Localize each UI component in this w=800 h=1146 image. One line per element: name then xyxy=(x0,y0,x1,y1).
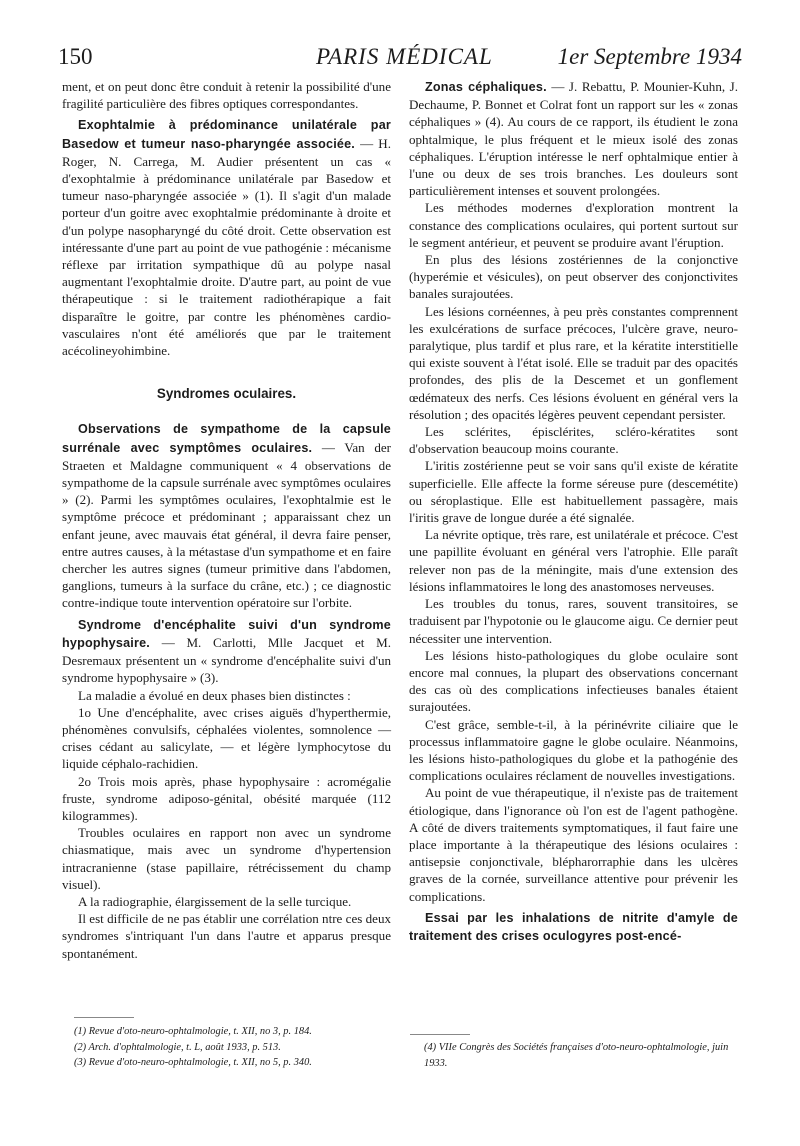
paragraph: Les troubles du tonus, rares, souvent transitoires, se traduisent par l'hypotonie ou le glaucome aigu. Ce dernier peut nécessiter une intervention. xyxy=(409,596,738,646)
footnotes-left xyxy=(74,1024,394,1071)
footnote: (4) VIIe Congrès des Sociétés françaises d'oto-neuro-ophtalmologie, juin 1933. xyxy=(424,1042,729,1069)
paragraph: — M. Carlotti, Mlle Jacquet et M. Desremaux présentent un « syndrome d'encéphalite suivi d'un syndrome hypophysaire » (3). xyxy=(62,634,391,686)
footnote-separator xyxy=(410,1034,470,1035)
paragraph: Au point de vue thérapeutique, il n'existe pas de traitement étiologique, dans l'ignorance où l'on est de l'agent pathogène. A côté de divers traitements symptomatiques, il faut faire une place importante à la thérapeutique des lésions oculaires : antisepsie conjonctivale, blépharorraphie dans les ulcères graves de la cornée, surveillance attentive pour prévenir les complications. xyxy=(409,785,738,904)
article-block xyxy=(62,616,391,687)
footnote: (3) Revue d'oto-neuro-ophtalmologie, t. XII, no 5, p. 340. xyxy=(74,1057,312,1068)
paragraph: En plus des lésions zostériennes de la conjonctive (hyperémie et vésicules), on peut observer des conjonctivites banales surajoutées. xyxy=(409,252,738,302)
paragraph: Les méthodes modernes d'exploration montrent la constance des complications oculaires, qui portent surtout sur le segment antérieur, et peuvent se produire avant l'éruption. xyxy=(409,200,738,250)
section-title: Syndromes oculaires. xyxy=(156,386,297,402)
article-heading: Exophtalmie à prédominance unilatérale par Basedow et tumeur naso-pharyngée associée. xyxy=(62,118,391,151)
paragraph: Les lésions histo-pathologiques du globe oculaire sont encore mal connues, la plupart des observations concernant des cas où des complications infectieuses banales étaient surajoutées. xyxy=(409,647,738,715)
journal-title: PARIS MÉDICAL xyxy=(316,44,493,69)
paragraph: 1o Une d'encéphalite, avec crises aiguës d'hyperthermie, phénomènes convulsifs, céphalées violentes, somnolence — crises cédant au salicylate, — et légère lymphocytose du liquide céphalo-rachidien. xyxy=(62,704,391,772)
paragraph: La maladie a évolué en deux phases bien distinctes : xyxy=(78,687,351,703)
footnote: (2) Arch. d'ophtalmologie, t. L, août 1933, p. 513. xyxy=(74,1041,281,1053)
paragraph: La névrite optique, très rare, est unilatérale et précoce. C'est une papillite évoluant en général vers l'atrophie. Elle paraît relever non pas de la méningite, mais d'une extension des lésions inflammatoires le long des anastomoses nerveuses. xyxy=(409,527,738,594)
article-block xyxy=(62,420,391,611)
article-block xyxy=(409,78,738,199)
paragraph: ment, et on peut donc être conduit à retenir la possibilité d'une fragilité particulière des fibres optiques correspondantes. xyxy=(62,79,391,112)
left-column xyxy=(62,78,391,962)
page-header xyxy=(58,40,742,74)
issue-date: 1er Septembre 1934 xyxy=(557,44,742,69)
paragraph: — J. Rebattu, P. Mounier-Kuhn, J. Dechaume, P. Bonnet et Colrat font un rapport sur les « zonas céphaliques » (4). Au cours de ce rapport, ils étudient le zona ophtalmique, le plus fréquent et le mieux isolé des zonas céphaliques. L'éruption intéresse le nerf ophtalmique entier à l'une ou deux de ses trois branches. Les douleurs sont particulièrement intenses et souvent prolongées. xyxy=(409,79,738,199)
article-heading: Syndrome d'encéphalite suivi d'un syndrome hypophysaire. xyxy=(62,617,391,650)
article-block xyxy=(409,909,738,945)
paragraph: — H. Roger, N. Carrega, M. Audier présentent un cas « d'exophtalmie à prédominance unilatérale par Basedow et tumeur naso-pharyngée associée » (1). Il s'agit d'un malade porteur d'un goitre avec exophtalmie prédominante à droite et d'un polype nasopharyngé du côté droit. Cette observation est intéressante d'une part au point de vue pathogénie : mécanisme réflexe par irritation sympathique dû au polype nasal augmentant l'exophtalmie droite. D'autre part, au point de vue thérapeutique : si le traitement radiothérapique a fait disparaître le goitre, par contre les phénomènes cardio-vasculaires n'ont été améliorés que par le traitement acécolineyohimbine. xyxy=(62,135,391,359)
paragraph: A la radiographie, élargissement de la selle turcique. xyxy=(78,893,352,909)
right-column xyxy=(409,78,738,945)
article-block xyxy=(62,116,391,359)
footnotes-right xyxy=(424,1040,739,1071)
footnote-separator xyxy=(74,1017,134,1018)
paragraph: Il est difficile de ne pas établir une corrélation ntre ces deux syndromes s'intriquant l'un dans l'autre et apparus presque spontanément. xyxy=(62,911,391,961)
page-number: 150 xyxy=(58,44,93,69)
paragraph: — Van der Straeten et Maldagne communiquent « 4 observations de sympathome de la capsule surrénale avec symptômes oculaires » (2). Parmi les symptômes oculaires, l'exophtalmie est le symptôme précoce et prédominant ; apparaissant chez un enfant jeune, avec mauvais état général, il devra faire penser, entre autres causes, à la métastase d'un sympathome et en faire chercher les autres signes (tumeur primitive dans l'abdomen, ganglions, tumeurs à la surface du crâne, etc.) ; ce diagnostic contre-indique toute intervention opératoire sur l'orbite. xyxy=(62,439,391,611)
paragraph: C'est grâce, semble-t-il, à la périnévrite ciliaire que le processus inflammatoire gagne le globe oculaire. Néanmoins, les lésions histo-pathologiques du globe et la pathogénie des complications oculaires réclament de nouvelles investigations. xyxy=(409,716,738,784)
article-heading: Zonas céphaliques. xyxy=(425,80,547,94)
article-heading: Observations de sympathome de la capsule surrénale avec symptômes oculaires. xyxy=(62,422,391,455)
paragraph: 2o Trois mois après, phase hypophysaire : acromégalie fruste, syndrome adiposo-génital, obésité marquée (112 kilogrammes). xyxy=(62,773,391,823)
paragraph: Troubles oculaires en rapport non avec un syndrome chiasmatique, mais avec un syndrome d'hypertension intracranienne (stase papillaire, rétrécissement du champ visuel). xyxy=(62,825,391,892)
paragraph: L'iritis zostérienne peut se voir sans qu'il existe de kératite superficielle. Elle affecte la forme séreuse pure (descemétite) ou séroplastique. Elle est habituellement passagère, mais l'iritis grave de longue durée a été signalée. xyxy=(409,458,738,526)
article-heading: Essai par les inhalations de nitrite d'amyle de traitement des crises oculogyres post-encé- xyxy=(409,910,738,943)
footnote: (1) Revue d'oto-neuro-ophtalmologie, t. XII, no 3, p. 184. xyxy=(74,1026,312,1037)
paragraph: Les sclérites, épisclérites, scléro-kératites sont d'observation beaucoup moins courante. xyxy=(409,424,738,457)
paragraph: Les lésions cornéennes, à peu près constantes comprennent les exulcérations de surface précoces, l'ulcère grave, neuro-paralytique, plus tardif et plus rare, et la kératite interstitielle qui existe souvent à l'état isolé. Elle se traduit par des opacités profondes, des plis de la Descemet et un gonflement œdémateux des nerfs. Ces lésions évoluent en général vers la résolution ; des opacités légères peuvent cependant persister. xyxy=(409,303,738,422)
